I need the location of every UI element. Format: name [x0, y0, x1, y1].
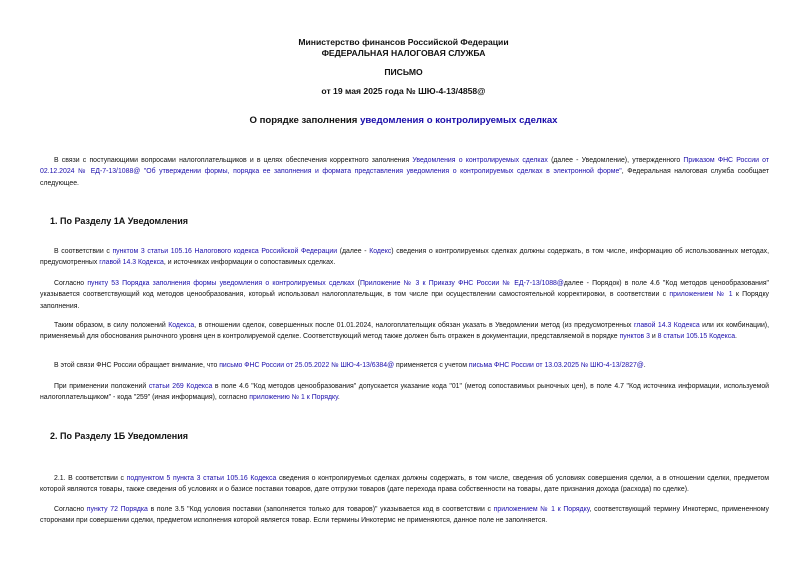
code-link[interactable]: Кодекса: [168, 322, 195, 329]
text-run: В связи с поступающими вопросами налогоплательщиков и в целях обеспечения корректного заполнения: [54, 157, 413, 164]
text-run: , Федеральная налоговая служба сообщает следующее.: [40, 168, 770, 187]
notification-link[interactable]: Уведомления о контролируемых сделках: [412, 157, 548, 164]
appendix-procedure-link[interactable]: приложению № 1 к Порядку: [249, 394, 338, 402]
article-link[interactable]: 8 статьи 105.15 Кодекса: [657, 333, 736, 341]
ministry-name: Министерство финансов Российской Федерации: [298, 37, 509, 47]
appendix-link[interactable]: приложением № 1: [669, 291, 733, 299]
procedure-point-link[interactable]: пункту 53 Порядка заполнения формы уведомления о контролируемых сделках: [87, 280, 355, 287]
text-run: сведения о контролируемых сделках должны содержать, в том числе, сведения об условиях совершения сделки, а в отношении сделки, предметом которой являются товары, также сведения об условиях и о базисе поставки товаров, дате отгрузки товаров (дате перехода права собственности на товары, дате признания дохода (расхода) по сделке).: [40, 475, 770, 494]
section-1-paragraph-4: [40, 360, 769, 371]
section-1-paragraph-2: [40, 278, 769, 312]
letter-2025-link[interactable]: письма ФНС России от 13.03.2025 № ШЮ-4-13/2827@: [468, 362, 644, 369]
procedure-point-72-link[interactable]: пункту 72 Порядка: [86, 506, 148, 513]
section-2-paragraph-1: [40, 473, 769, 496]
text-run: в поле 4.6 "Код методов ценообразования" допускается указание кода "01" (метод сопоставимых рыночных цен), в поле 4.7 "Код источника информации, используемой налогоплательщиком" - кода "259" (иная информация), согласно: [40, 383, 770, 402]
text-run: или их комбинации), применяемый для обоснования рыночного уровня цен в контролируемой сделке. Соответствующий метод также должен быть отражен в документации, представляемой в порядке: [40, 322, 770, 341]
appendix-order-link[interactable]: Приложение № 3 к Приказу ФНС России № ЕД-7-13/1088@: [359, 280, 564, 287]
text-run: 2.1. В соответствии с: [54, 475, 127, 482]
text-run: В соответствии с: [54, 248, 113, 255]
document-date-number: от 19 мая 2025 года № ШЮ-4-13/4858@: [321, 86, 486, 96]
text-run: и: [649, 333, 658, 341]
chapter-link[interactable]: главой 14.3 Кодекса: [99, 259, 164, 267]
text-run: применяется с учетом: [394, 362, 469, 369]
section-1-paragraph-5: [40, 381, 769, 404]
appendix-procedure-link[interactable]: приложением № 1 к Порядку: [493, 506, 590, 513]
order-link[interactable]: Приказом ФНС России от 02.12.2024 № ЕД-7-13/1088@ "Об утверждении формы, порядка ее заполнения и формата представления уведомления о контролируемых сделках в электронной форме": [40, 157, 769, 176]
section-1-paragraph-3: [40, 320, 769, 343]
text-run: Согласно: [54, 506, 87, 513]
text-run: , соответствующий термину Инкотермс, примененному сторонами при совершении сделки, предметом исполнения которой является товар. Если термины Инкотермс не применяются, данное поле не заполняется.: [40, 506, 769, 525]
title-prefix: О порядке заполнения: [249, 115, 361, 126]
text-run: , и источниках информации о сопоставимых сделках.: [163, 259, 336, 267]
text-run: (далее -: [337, 248, 370, 255]
article-269-link[interactable]: статьи 269 Кодекса: [148, 383, 213, 390]
text-run: .: [337, 394, 340, 402]
service-name: ФЕДЕРАЛЬНАЯ НАЛОГОВАЯ СЛУЖБА: [321, 48, 486, 58]
title-link[interactable]: уведомления о контролируемых сделках: [360, 115, 558, 126]
text-run: далее - Порядок) в поле 4.6 "Код методов ценообразования" указывается соответствующий код методов ценообразования, который использовал налогоплательщик, в том числе при осуществлении самостоятельной корректировки, в соответствии с: [40, 280, 769, 299]
text-run: (далее - Уведомление), утвержденного: [547, 157, 684, 164]
text-run: При применении положений: [54, 383, 149, 390]
chapter-link[interactable]: главой 14.3 Кодекса: [633, 322, 700, 329]
text-run: , в отношении сделок, совершенных после 01.01.2024, налогоплательщик обязан указать в Уведомлении метод (из предусмотренных: [194, 322, 634, 329]
section-2-paragraph-2: [40, 504, 769, 527]
section-2-heading: 2. По Разделу 1Б Уведомления: [50, 431, 188, 441]
text-run: .: [735, 333, 737, 341]
text-run: (: [354, 280, 360, 287]
intro-paragraph: [40, 155, 769, 189]
subpoint-link[interactable]: подпунктом 5 пункта 3 статьи 105.16 Кодекса: [126, 475, 277, 482]
code-link[interactable]: Кодекс: [369, 248, 392, 255]
text-run: к Порядку заполнения.: [40, 291, 769, 310]
section-1-heading: 1. По Разделу 1А Уведомления: [50, 216, 189, 226]
document-type: ПИСЬМО: [384, 67, 423, 77]
letter-2022-link[interactable]: письмо ФНС России от 25.05.2022 № ШЮ-4-13/6384@: [219, 362, 395, 369]
code-article-link[interactable]: пунктом 3 статьи 105.16 Налогового кодекса Российской Федерации: [112, 248, 338, 255]
document-title: [0, 115, 807, 126]
text-run: Таким образом, в силу положений: [54, 322, 169, 329]
text-run: ) сведения о контролируемых сделках должны содержать, в том числе, информацию об использованных методах, предусмотренных: [40, 248, 770, 267]
text-run: .: [643, 362, 646, 369]
text-run: В этой связи ФНС России обращает внимание, что: [54, 362, 220, 369]
text-run: в поле 3.5 "Код условия поставки (заполняется только для товаров)" указывается код в соответствии с: [147, 506, 494, 513]
points-link[interactable]: пунктов 3: [619, 333, 650, 341]
text-run: Согласно: [54, 280, 88, 287]
section-1-paragraph-1: [40, 246, 769, 269]
